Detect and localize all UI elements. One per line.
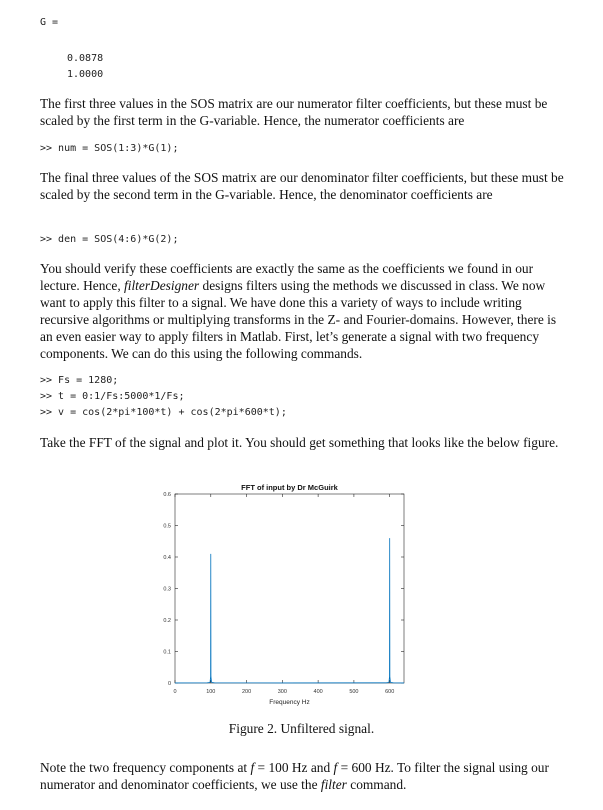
x-tick-label: 500: [349, 689, 359, 695]
y-tick-label: 0: [167, 681, 171, 687]
code-fs: >> Fs = 1280;: [40, 375, 119, 386]
paragraph-text: = 600 Hz. To filter the signal using our numerator and denominator coefficients, we use the: [40, 760, 549, 792]
y-tick-label: 0.5: [163, 523, 171, 530]
paragraph-text: = 100 Hz and: [254, 760, 334, 775]
g-value-2: 1.0000: [67, 69, 104, 80]
y-tick-label: 0.2: [163, 618, 171, 624]
code-v: >> v = cos(2*pi*100*t) + cos(2*pi*600*t);: [40, 407, 287, 418]
math-f: f: [333, 760, 338, 775]
x-tick-label: 600: [385, 689, 395, 695]
paragraph-filterdesigner: [40, 260, 566, 362]
paragraph-fft: Take the FFT of the signal and plot it. You should get something that looks like the below figure.: [40, 435, 559, 450]
axes-frame: [163, 492, 404, 695]
y-tick-label: 0.6: [163, 492, 171, 498]
x-tick-label: 300: [277, 689, 287, 695]
x-tick-label: 0: [173, 689, 177, 695]
paragraph-denominator: The final three values of the SOS matrix are our denominator filter coefficients, but these must be scaled by the second term in the G-variable. Hence, the denominator coefficients are: [40, 170, 564, 202]
plot-frame: [175, 494, 404, 683]
x-tick-label: 400: [313, 689, 323, 695]
y-tick-label: 0.3: [163, 586, 171, 593]
paragraph-text: You should verify these coefficients are exactly the same as the coefficients we found in our lecture. Hence,: [40, 261, 534, 293]
paragraph-text: designs filters using the methods we discussed in class. We now want to apply this filter to a signal. We have done this a variety of ways to include writing recursive algorithms or multiplying transforms in the Z- and Fourier-domains. However, there is an even easier way to apply filters in Matlab. First, let’s generate a signal with two frequency components. We can do this using the following commands.: [40, 278, 557, 361]
x-tick-label: 200: [241, 689, 252, 695]
filter-emphasis: filter: [320, 777, 347, 792]
code-den: >> den = SOS(4:6)*G(2);: [40, 234, 179, 245]
figure-caption: Figure 2. Unfiltered signal.: [228, 721, 375, 736]
math-f: f: [250, 760, 255, 775]
code-num: >> num = SOS(1:3)*G(1);: [40, 143, 179, 154]
x-tick-label: 100: [206, 689, 216, 695]
chart-title: FFT of input by Dr McGuirk: [241, 483, 338, 492]
g-value-1: 0.0878: [67, 53, 104, 64]
filterdesigner-emphasis: filterDesigner: [124, 278, 200, 293]
paragraph-numerator: The first three values in the SOS matrix are our numerator filter coefficients, but these must be scaled by the first term in the G-variable. Hence, the numerator coefficients are: [40, 96, 548, 128]
paragraph-text: Note the two frequency components at: [40, 760, 251, 775]
y-tick-label: 0.4: [163, 555, 171, 561]
paragraph-note: [40, 759, 566, 793]
paragraph-text: command.: [346, 777, 407, 792]
g-output-label: G =: [40, 17, 59, 28]
y-tick-label: 0.1: [163, 649, 171, 656]
x-axis-label: Frequency Hz: [269, 699, 310, 706]
fft-chart: [140, 480, 440, 715]
code-t: >> t = 0:1/Fs:5000*1/Fs;: [40, 391, 185, 402]
